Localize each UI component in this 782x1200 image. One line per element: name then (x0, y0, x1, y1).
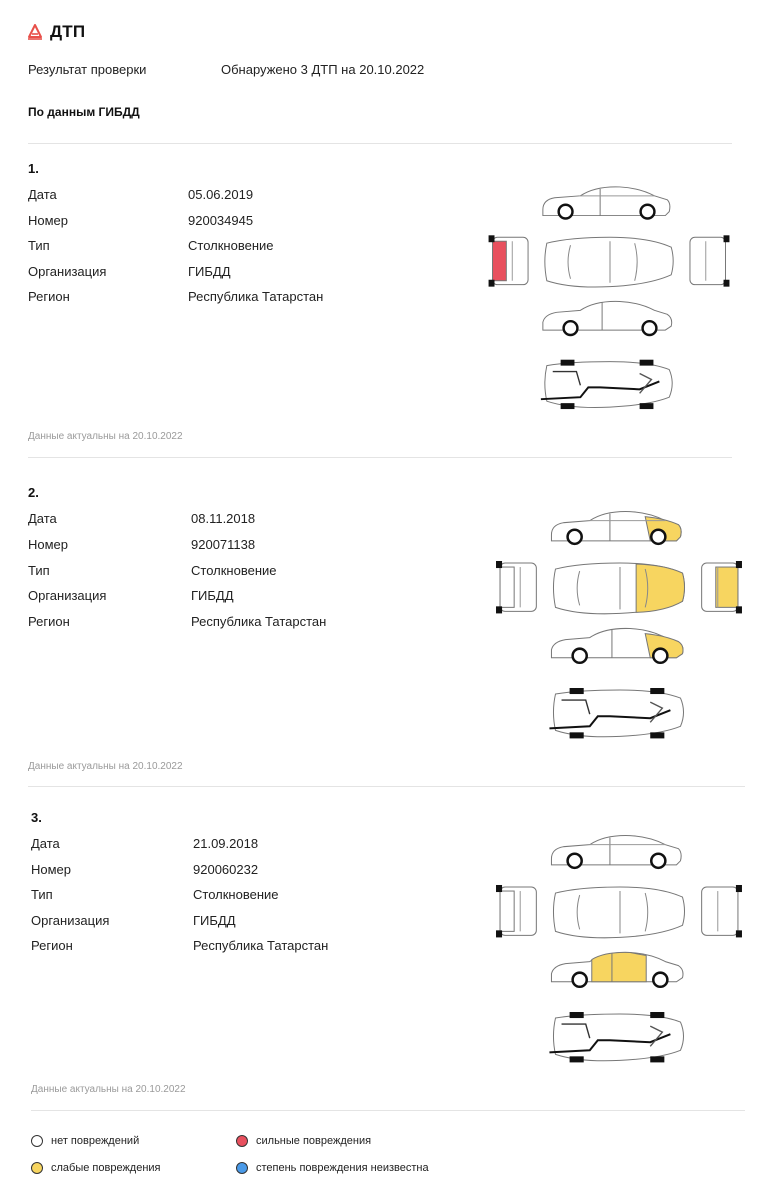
field-label: Организация (28, 264, 107, 279)
legend-label: степень повреждения неизвестна (256, 1162, 429, 1174)
tire (724, 235, 730, 242)
field-label: Тип (28, 563, 50, 578)
car-rear-view (489, 235, 528, 286)
wheel (559, 205, 573, 219)
car-body (702, 887, 738, 935)
car-side-view-left (551, 836, 681, 868)
car-diagram-svg (485, 182, 735, 414)
car-side-view-right (543, 301, 672, 335)
damage-zone-rear (500, 567, 514, 607)
tire (496, 606, 502, 613)
field-label: Тип (28, 238, 50, 253)
tire (650, 1012, 664, 1018)
car-diagram-svg (494, 830, 746, 1068)
wheel (573, 973, 587, 987)
divider (31, 1110, 745, 1111)
record-index: 1. (28, 161, 39, 176)
legend-dot-none-icon (31, 1135, 43, 1147)
tire (496, 930, 502, 937)
legend-item-unknown (236, 1162, 429, 1174)
tire (736, 561, 742, 568)
damage-zone-front (716, 567, 738, 607)
field-label: Регион (28, 289, 70, 304)
field-value: Столкновение (188, 238, 274, 253)
tire (640, 403, 654, 409)
legend-label: слабые повреждения (51, 1162, 161, 1174)
divider (28, 786, 745, 787)
result-value: Обнаружено 3 ДТП на 20.10.2022 (221, 62, 425, 77)
field-label: Дата (28, 187, 57, 202)
car-top-view (545, 237, 673, 287)
wheel (568, 530, 582, 544)
damage-zone-rear (493, 241, 507, 280)
wheel (653, 649, 667, 663)
damage-zone-front (636, 564, 684, 612)
field-value: ГИБДД (193, 913, 236, 928)
car-rear-view (496, 885, 536, 937)
legend-item-strong (236, 1135, 371, 1147)
tire (496, 885, 502, 892)
tire (496, 561, 502, 568)
field-value: ГИБДД (188, 264, 231, 279)
tire (570, 1056, 584, 1062)
divider (28, 143, 732, 144)
field-value: 08.11.2018 (191, 511, 256, 526)
car-damage-diagram (485, 182, 735, 414)
legend-dot-unknown-icon (236, 1162, 248, 1174)
field-value: Республика Татарстан (191, 614, 327, 629)
car-diagram-svg (494, 506, 746, 744)
field-label: Организация (31, 913, 110, 928)
wheel (651, 530, 665, 544)
warning-triangle-icon (28, 24, 42, 40)
field-value: Столкновение (193, 887, 279, 902)
data-actual-note: Данные актуальны на 20.10.2022 (28, 761, 183, 772)
car-underbody-view (549, 1012, 683, 1062)
car-top-view (553, 563, 684, 614)
field-value: Столкновение (191, 563, 277, 578)
tire (650, 1056, 664, 1062)
result-label: Результат проверки (28, 62, 147, 77)
field-value: Республика Татарстан (188, 289, 324, 304)
tire (561, 360, 575, 366)
tire (736, 885, 742, 892)
damage-zone-doors (592, 952, 646, 981)
tire (570, 1012, 584, 1018)
tire (561, 403, 575, 409)
field-value: 920060232 (193, 862, 259, 877)
tire (640, 360, 654, 366)
damage-legend (31, 1135, 731, 1185)
field-label: Дата (28, 511, 57, 526)
field-value: 05.06.2019 (188, 187, 254, 202)
tire (570, 732, 584, 738)
field-label: Организация (28, 588, 107, 603)
legend-item-none (31, 1135, 139, 1147)
car-body (545, 237, 673, 287)
data-actual-note: Данные актуальны на 20.10.2022 (31, 1084, 186, 1095)
legend-item-weak (31, 1162, 161, 1174)
wheel (643, 321, 657, 335)
field-label: Номер (28, 213, 69, 228)
wheel (651, 854, 665, 868)
field-value: ГИБДД (191, 588, 234, 603)
car-damage-diagram (494, 830, 746, 1068)
tire (736, 930, 742, 937)
car-side-view-right (551, 628, 683, 662)
tire (489, 280, 495, 287)
field-label: Дата (31, 836, 60, 851)
damage-zone-rear (500, 891, 514, 931)
divider (28, 457, 732, 458)
field-value: Республика Татарстан (193, 938, 329, 953)
legend-label: сильные повреждения (256, 1135, 372, 1147)
source-heading: По данным ГИБДД (28, 105, 140, 119)
field-value: 920071138 (191, 537, 256, 552)
field-label: Номер (31, 862, 72, 877)
car-underbody-view (549, 688, 683, 738)
wheel (653, 973, 667, 987)
tire (489, 235, 495, 242)
car-top-view (553, 887, 684, 938)
car-side-view-left (551, 512, 681, 544)
page-header (28, 22, 85, 42)
tire (650, 688, 664, 694)
field-label: Номер (28, 537, 69, 552)
legend-dot-strong-icon (236, 1135, 248, 1147)
car-rear-view (496, 561, 536, 613)
field-label: Регион (31, 938, 73, 953)
car-body (690, 237, 726, 284)
data-actual-note: Данные актуальны на 20.10.2022 (28, 431, 183, 442)
legend-label: нет повреждений (51, 1135, 140, 1147)
field-value: 21.09.2018 (193, 836, 259, 851)
field-value: 920034945 (188, 213, 254, 228)
wheel (568, 854, 582, 868)
car-front-view (690, 235, 729, 286)
wheel (641, 205, 655, 219)
tire (650, 732, 664, 738)
car-damage-diagram (494, 506, 746, 744)
car-front-view (702, 561, 742, 613)
record-index: 2. (28, 485, 39, 500)
legend-dot-weak-icon (31, 1162, 43, 1174)
wheel (564, 321, 578, 335)
tire (724, 280, 730, 287)
tire (570, 688, 584, 694)
car-underbody-view (541, 360, 672, 409)
tire (736, 606, 742, 613)
page-title: ДТП (50, 22, 86, 41)
record-index: 3. (31, 810, 42, 825)
car-front-view (702, 885, 742, 937)
field-label: Тип (31, 887, 53, 902)
wheel (573, 649, 587, 663)
field-label: Регион (28, 614, 70, 629)
car-side-view-left (543, 187, 670, 219)
car-body (553, 887, 684, 938)
car-side-view-right (551, 952, 683, 986)
